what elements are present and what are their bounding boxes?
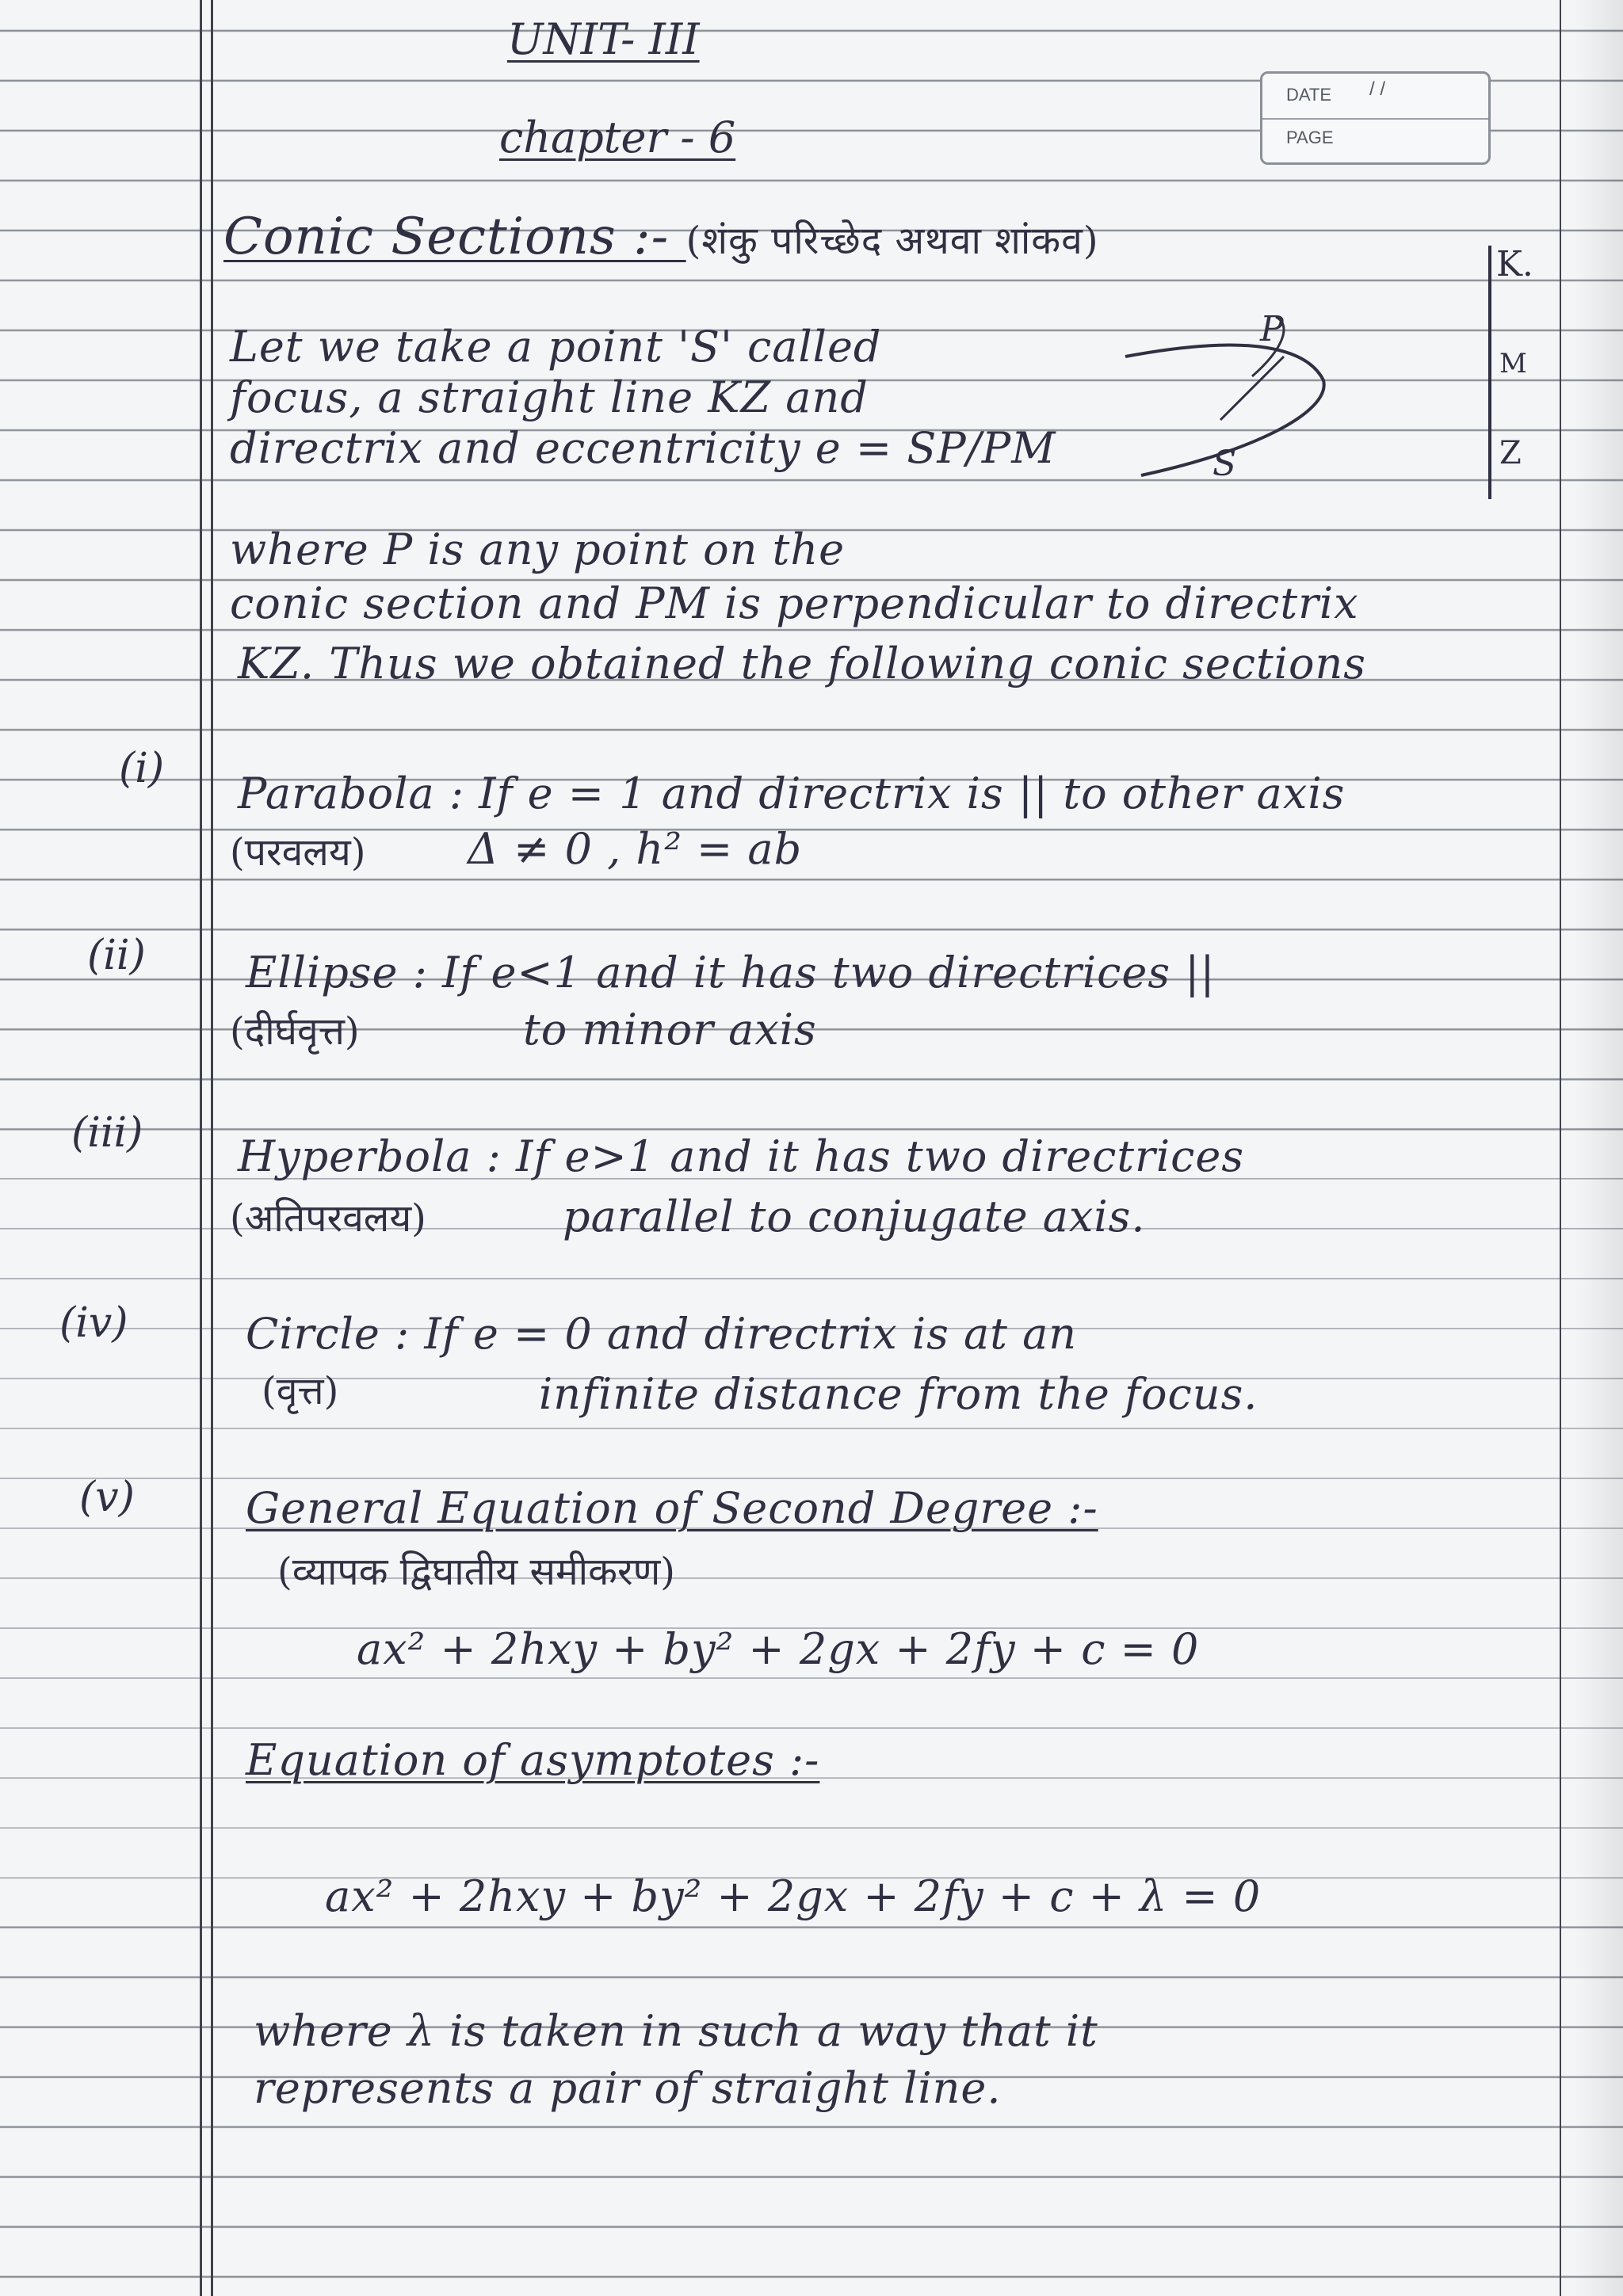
item-3-hindi: (अतिपरवलय) <box>230 1196 426 1241</box>
item-2-hindi: (दीर्घवृत्त) <box>230 1009 360 1054</box>
general-heading: General Equation of Second Degree :- <box>246 1483 1098 1533</box>
general-hindi: (व्यापक द्विघातीय समीकरण) <box>277 1550 676 1594</box>
item-4-hindi: (वृत्त) <box>262 1369 339 1413</box>
stamp-divider <box>1262 118 1488 120</box>
item-3-number: (iii) <box>71 1109 143 1157</box>
item-1-number: (i) <box>119 745 165 792</box>
point-p-label: P <box>1260 309 1284 349</box>
margin-line-left-2 <box>211 0 213 2296</box>
title-text: Conic Sections :- <box>223 208 686 266</box>
intro-line-3: directrix and eccentricity e = SP/PM <box>230 423 1056 473</box>
asymptotes-note-line-2: represents a pair of straight line. <box>254 2063 1002 2113</box>
focal-segment <box>1220 357 1284 420</box>
item-2-number: (ii) <box>87 932 146 979</box>
title-hindi: (शंकु परिच्छेद अथवा शांकव) <box>685 219 1099 263</box>
item-1-line-2: Δ ≠ 0 , h² = ab <box>468 824 803 874</box>
item-4-number: (iv) <box>59 1299 128 1347</box>
date-page-stamp <box>1260 71 1491 165</box>
m-label: M <box>1499 348 1527 379</box>
chapter-heading: chapter - 6 <box>499 113 736 162</box>
z-label: Z <box>1499 435 1522 471</box>
focus-s-label: S <box>1212 444 1237 484</box>
date-label: DATE <box>1286 85 1332 105</box>
item-5-number: (v) <box>79 1474 135 1521</box>
date-value: / / <box>1369 78 1386 100</box>
item-4-line-1: Circle : If e = 0 and directrix is at an <box>246 1309 1078 1359</box>
item-1-hindi: (परवलय) <box>230 830 366 875</box>
k-label: K. <box>1496 244 1533 284</box>
intro-line-2: focus, a straight line KZ and <box>230 372 869 422</box>
asymptotes-heading: Equation of asymptotes :- <box>246 1735 820 1785</box>
page-label: PAGE <box>1286 128 1334 147</box>
item-2-line-2: to minor axis <box>523 1005 817 1055</box>
general-equation: ax² + 2hxy + by² + 2gx + 2fy + c = 0 <box>357 1624 1200 1674</box>
item-3-line-2: parallel to conjugate axis. <box>563 1192 1146 1241</box>
section-title <box>223 208 1099 266</box>
item-3-line-1: Hyperbola : If e>1 and it has two directrices <box>238 1131 1245 1181</box>
asymptotes-note-line-1: where λ is taken in such a way that it <box>254 2006 1098 2056</box>
conic-diagram <box>1094 238 1585 523</box>
intro-line-5: conic section and PM is perpendicular to directrix <box>230 578 1359 628</box>
asymptotes-equation: ax² + 2hxy + by² + 2gx + 2fy + c + λ = 0 <box>325 1871 1262 1921</box>
margin-line-left-1 <box>200 0 202 2296</box>
intro-line-6: KZ. Thus we obtained the following conic sections <box>238 639 1366 688</box>
item-2-line-1: Ellipse : If e<1 and it has two directrices || <box>246 948 1216 997</box>
item-4-line-2: infinite distance from the focus. <box>539 1369 1258 1419</box>
unit-heading: UNIT- III <box>507 14 700 64</box>
intro-line-4: where P is any point on the <box>230 524 846 574</box>
intro-line-1: Let we take a point 'S' called <box>230 322 882 372</box>
item-1-line-1: Parabola : If e = 1 and directrix is || to other axis <box>238 769 1346 818</box>
